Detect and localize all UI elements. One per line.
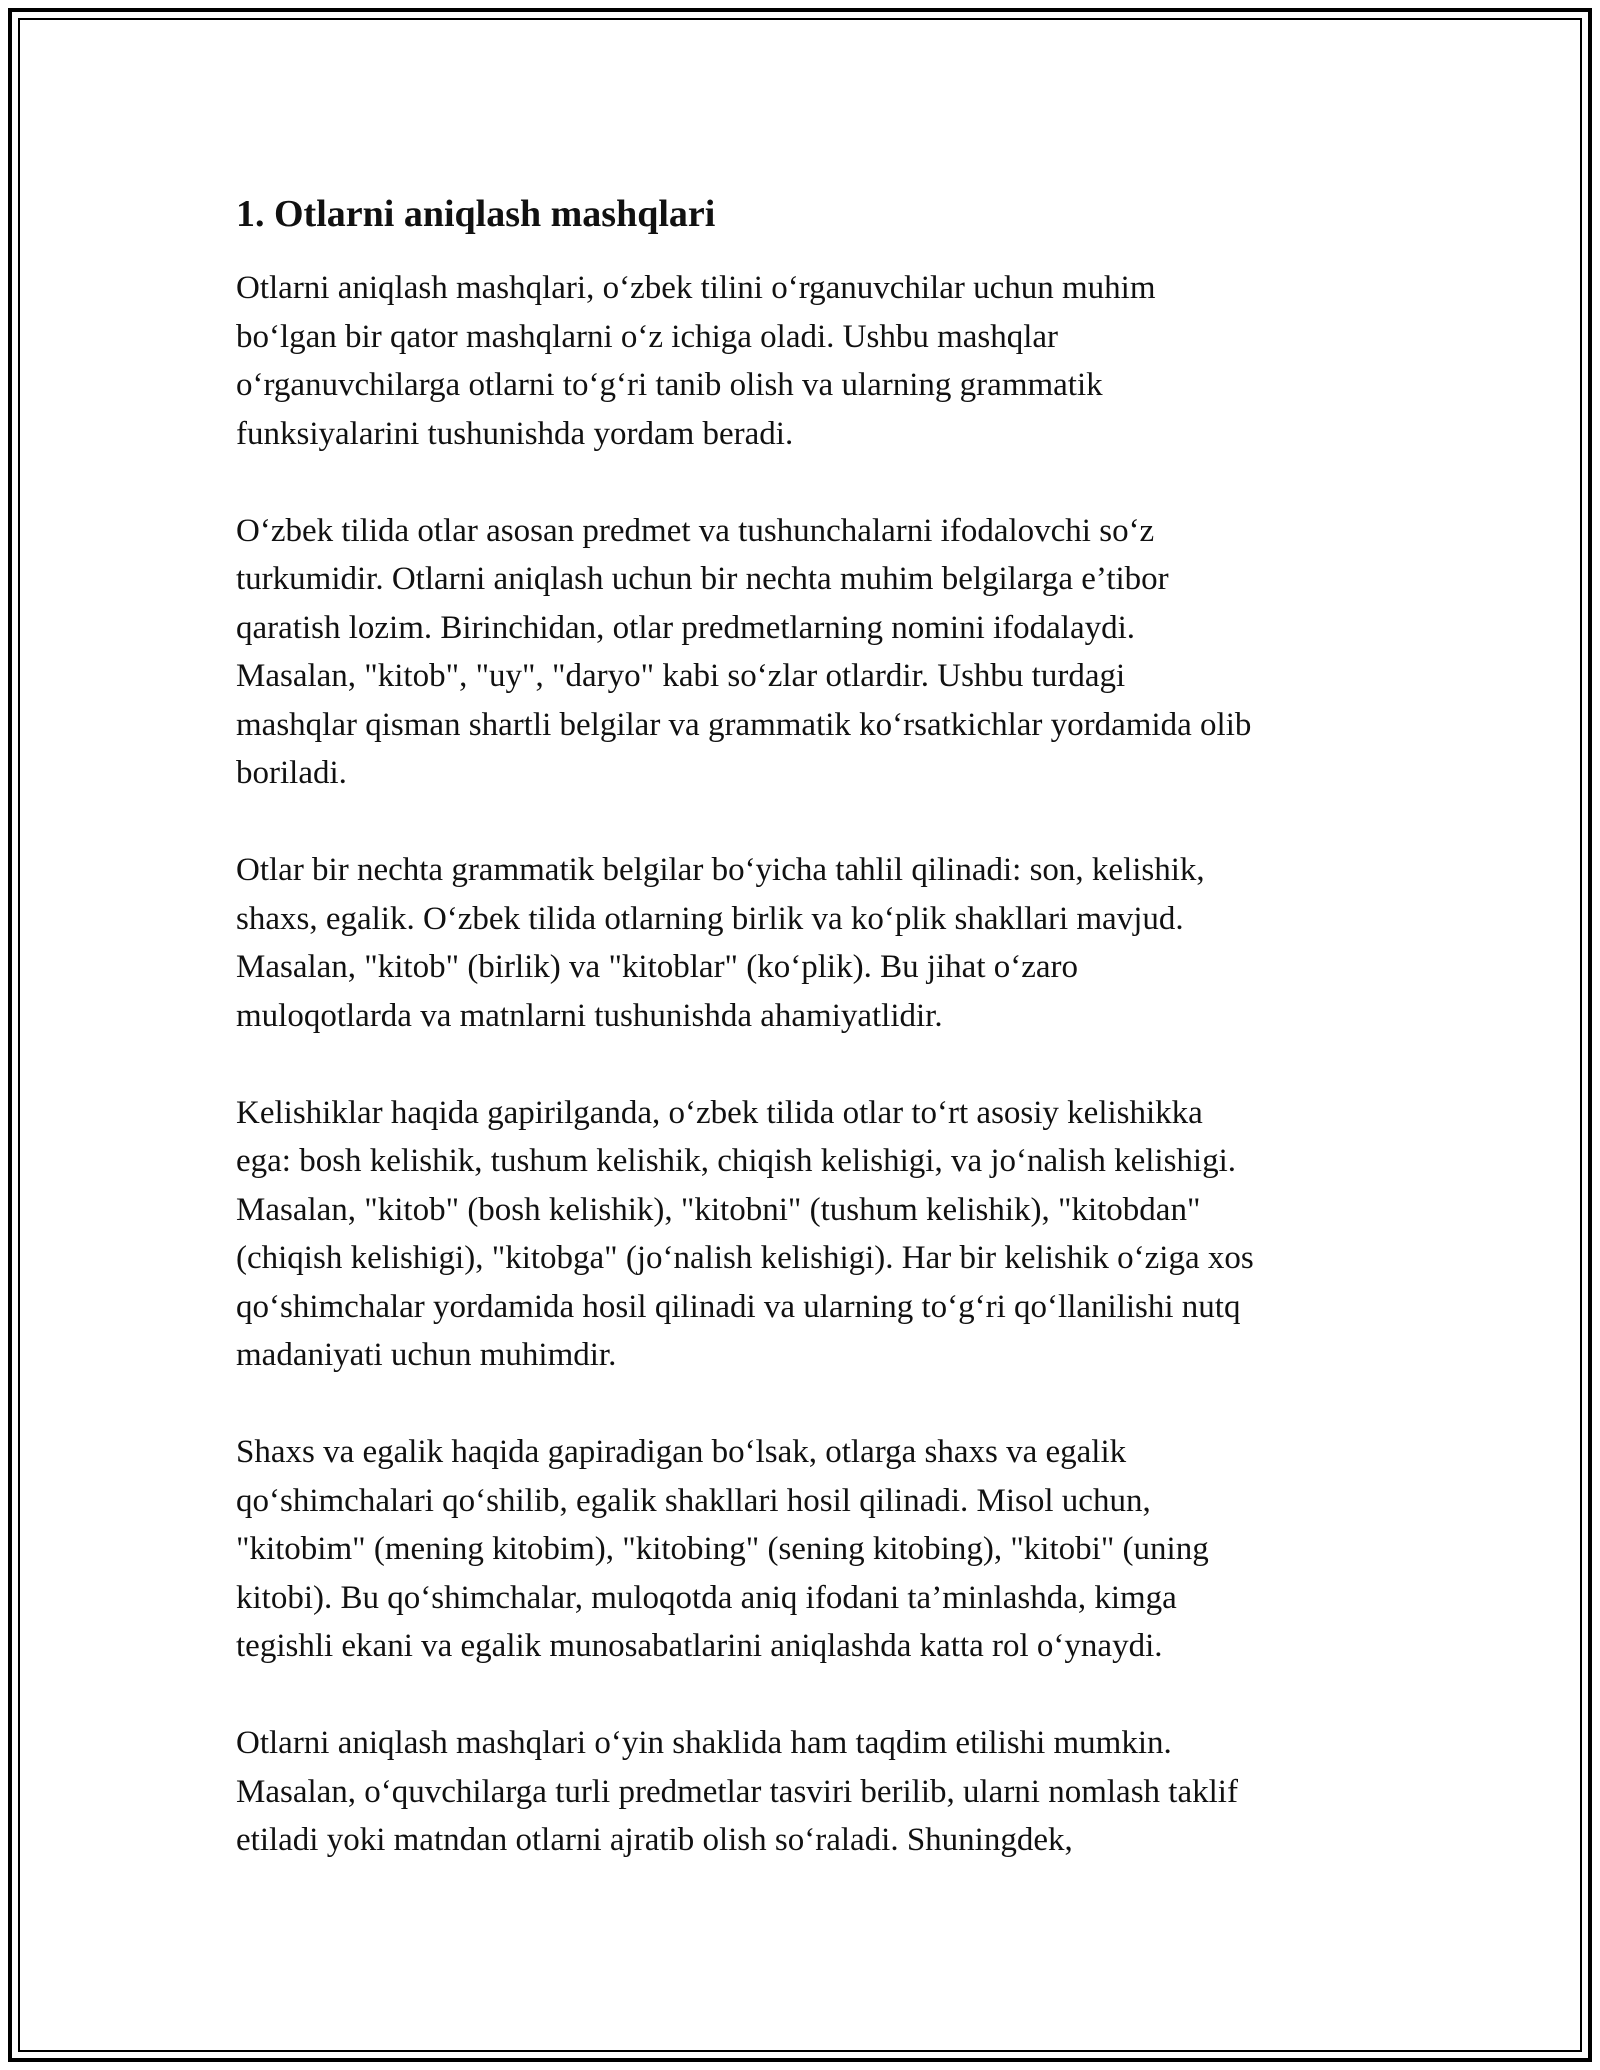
text-line: bo‘lgan bir qator mashqlarni o‘z ichiga oladi. Ushbu mashqlar [236,318,1059,355]
text-line: o‘rganuvchilarga otlarni to‘g‘ri tanib olish va ularning grammatik [236,367,1103,403]
text-line: Otlar bir nechta grammatik belgilar bo‘yicha tahlil qilinadi: son, kelishik, [236,852,1205,888]
section-heading: 1. Otlarni aniqlash mashqlari [236,193,716,235]
paragraph [236,1089,1376,1380]
text-line: qo‘shimchalari qo‘shilib, egalik shakllari hosil qilinadi. Misol uchun, [236,1482,1151,1519]
paragraph [236,1428,1376,1671]
text-line: Otlarni aniqlash mashqlari o‘yin shaklida ham taqdim etilishi mumkin. [236,1725,1172,1761]
text-line: tegishli ekani va egalik munosabatlarini aniqlashda katta rol o‘ynaydi. [236,1628,1163,1664]
text-line: boriladi. [236,755,347,791]
text-line: "kitobim" (mening kitobim), "kitobing" (sening kitobing), "kitobi" (uning [236,1531,1209,1567]
paragraph [236,846,1376,1040]
text-line: Shaxs va egalik haqida gapiradigan bo‘lsak, otlarga shaxs va egalik [236,1434,1127,1470]
text-line: Masalan, "kitob" (birlik) va "kitoblar" (ko‘plik). Bu jihat o‘zaro [236,949,1079,985]
text-line: Masalan, "kitob", "uy", "daryo" kabi so‘zlar otlardir. Ushbu turdagi [236,658,1126,694]
text-line: qo‘shimchalar yordamida hosil qilinadi va ularning to‘g‘ri qo‘llanilishi nutq [236,1288,1241,1325]
text-line: funksiyalarini tushunishda yordam beradi. [236,415,794,452]
text-line: Kelishiklar haqida gapirilganda, o‘zbek tilida otlar to‘rt asosiy kelishikka [236,1094,1203,1131]
text-line: Masalan, o‘quvchilarga turli predmetlar tasviri berilib, ularni nomlash taklif [236,1773,1238,1810]
text-line: muloqotlarda va matnlarni tushunishda ahamiyatlidir. [236,997,943,1034]
text-line: O‘zbek tilida otlar asosan predmet va tushunchalarni ifodalovchi so‘z [236,512,1155,549]
text-line: (chiqish kelishigi), "kitobga" (jo‘nalish kelishigi). Har bir kelishik o‘ziga xos [236,1240,1254,1276]
document-body [236,188,1376,1865]
text-line: mashqlar qisman shartli belgilar va grammatik ko‘rsatkichlar yordamida olib [236,706,1252,743]
text-line: kitobi). Bu qo‘shimchalar, muloqotda aniq ifodani ta’minlashda, kimga [236,1579,1177,1616]
text-line: etiladi yoki matndan otlarni ajratib olish so‘raladi. Shuningdek, [236,1822,1073,1858]
paragraph [236,507,1376,798]
text-line: shaxs, egalik. O‘zbek tilida otlarning birlik va ko‘plik shakllari mavjud. [236,900,1184,937]
paragraph [236,264,1376,458]
text-line: qaratish lozim. Birinchidan, otlar predmetlarning nomini ifodalaydi. [236,609,1136,646]
text-line: ega: bosh kelishik, tushum kelishik, chiqish kelishigi, va jo‘nalish kelishigi. [236,1143,1237,1179]
text-line: Masalan, "kitob" (bosh kelishik), "kitobni" (tushum kelishik), "kitobdan" [236,1191,1201,1228]
text-line: madaniyati uchun muhimdir. [236,1337,617,1373]
text-line: Otlarni aniqlash mashqlari, o‘zbek tilini o‘rganuvchilar uchun muhim [236,270,1156,306]
paragraph [236,1719,1376,1865]
text-line: turkumidir. Otlarni aniqlash uchun bir nechta muhim belgilarga e’tibor [236,561,1169,597]
